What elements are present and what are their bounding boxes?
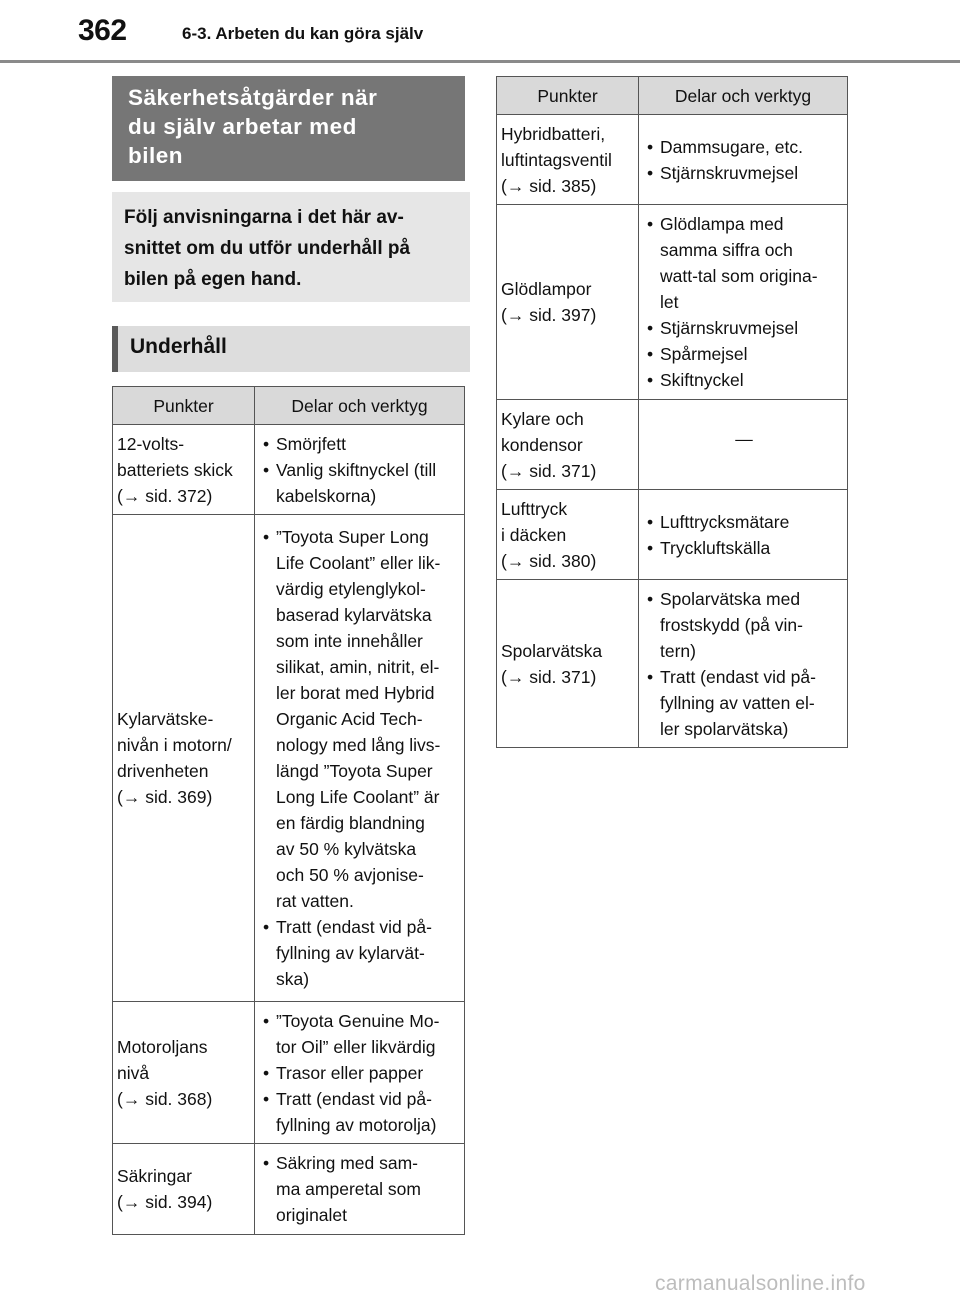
title-line: bilen <box>128 143 184 168</box>
item-cell <box>497 400 639 490</box>
tool-line: baserad kylarvätska <box>276 605 432 625</box>
tool-line: ska) <box>276 969 310 989</box>
tools-cell-empty <box>639 400 848 490</box>
item-line: 12-volts- <box>117 433 185 454</box>
tool-line: av 50 % kylvätska <box>276 839 417 859</box>
item-cell <box>113 1002 255 1144</box>
tool-line: Long Life Coolant” är <box>276 787 440 807</box>
item-line: (→ sid. 394) <box>117 1192 213 1212</box>
tool-item <box>261 457 460 509</box>
tool-line: frostskydd (på vin- <box>660 614 803 635</box>
maintenance-table-right <box>496 76 848 748</box>
item-line: Glödlampor <box>501 279 592 299</box>
item-line: Lufttryck <box>501 498 568 519</box>
tool-line: • ”Toyota Genuine Mo- <box>276 1010 440 1031</box>
tool-line: samma siffra och <box>660 240 793 260</box>
item-cell <box>497 580 639 748</box>
tool-item <box>261 524 460 914</box>
tool-line: en färdig blandning <box>276 813 425 833</box>
tool-line: tor Oil” eller likvärdig <box>276 1036 436 1057</box>
section-title: 6-3. Arbeten du kan göra själv <box>182 24 424 43</box>
table-row <box>497 580 848 748</box>
tool-item <box>261 1150 460 1228</box>
tool-line: ler borat med Hybrid <box>276 683 435 703</box>
tool-line: originalet <box>276 1205 348 1225</box>
tools-cell <box>255 1002 465 1144</box>
column-header-tools: Delar och verktyg <box>639 77 848 115</box>
tool-item <box>645 341 843 367</box>
tools-cell <box>255 425 465 515</box>
item-line: (→ sid. 371) <box>501 460 597 481</box>
tool-line: • Spårmejsel <box>660 344 748 364</box>
tool-item <box>645 367 843 393</box>
item-line: Säkringar <box>117 1166 192 1186</box>
item-line: (→ sid. 368) <box>117 1088 213 1109</box>
table-row <box>113 1144 465 1235</box>
table-row <box>497 400 848 490</box>
column-header-items: Punkter <box>113 387 255 425</box>
tool-line: Life Coolant” eller lik- <box>276 553 441 573</box>
tool-line: silikat, amin, nitrit, el- <box>276 657 440 677</box>
tool-line: ler spolarvätska) <box>660 718 789 739</box>
intro-line: snittet om du utför underhåll på <box>124 238 411 259</box>
item-cell <box>497 490 639 580</box>
tools-cell <box>639 490 848 580</box>
tool-line: och 50 % avjonise- <box>276 865 424 885</box>
table-row <box>113 515 465 1002</box>
item-line: (→ sid. 380) <box>501 550 597 571</box>
tool-line: let <box>660 292 679 312</box>
tool-line: • Trasor eller papper <box>276 1062 424 1083</box>
tool-item <box>645 535 843 561</box>
item-cell <box>113 1144 255 1235</box>
tool-line: • Tratt (endast vid på- <box>660 666 816 687</box>
tool-line: som inte innehåller <box>276 631 423 651</box>
item-line: kondensor <box>501 434 583 455</box>
item-line: nivå <box>117 1062 150 1083</box>
tool-item <box>645 315 843 341</box>
item-line: drivenheten <box>117 761 209 781</box>
tool-line: tern) <box>660 640 696 661</box>
tool-item <box>261 1060 460 1086</box>
table-header-row <box>113 387 465 425</box>
intro-line: bilen på egen hand. <box>124 269 302 290</box>
tool-line: värdig etylenglykol- <box>276 579 426 599</box>
tool-line: • Lufttrycksmätare <box>660 511 790 532</box>
tools-cell <box>639 205 848 400</box>
column-header-tools: Delar och verktyg <box>255 387 465 425</box>
tool-item <box>261 1008 460 1060</box>
tool-line: • Spolarvätska med <box>660 588 801 609</box>
no-tools-dash: — <box>735 429 753 449</box>
item-line: (→ sid. 397) <box>501 305 597 325</box>
tool-item <box>645 211 843 315</box>
item-line: Hybridbatteri, <box>501 123 606 144</box>
tool-line: • Tratt (endast vid på- <box>276 1088 432 1109</box>
item-line: i däcken <box>501 524 567 545</box>
tool-item <box>645 160 843 186</box>
table-row <box>113 425 465 515</box>
tool-line: • Tratt (endast vid på- <box>276 917 432 937</box>
item-line: batteriets skick <box>117 459 233 480</box>
tools-cell <box>639 115 848 205</box>
item-line: (→ sid. 371) <box>501 666 597 687</box>
tool-line: nology med lång livs- <box>276 735 441 755</box>
item-line: luftintagsventil <box>501 149 612 170</box>
title-line: du själv arbetar med <box>128 114 357 139</box>
item-cell <box>497 205 639 400</box>
tool-line: • Säkring med sam- <box>276 1153 418 1173</box>
tool-line: • Skiftnyckel <box>660 370 744 390</box>
tool-line: watt-tal som origina- <box>660 266 818 286</box>
sub-heading: Underhåll <box>112 326 470 372</box>
tool-item <box>645 134 843 160</box>
tool-line: • Glödlampa med <box>660 214 784 234</box>
tool-line: fyllning av vatten el- <box>660 692 815 713</box>
table-header-row <box>497 77 848 115</box>
table-row <box>113 1002 465 1144</box>
item-line: Kylarvätske- <box>117 709 214 729</box>
tool-line: längd ”Toyota Super <box>276 761 433 781</box>
item-line: Motoroljans <box>117 1036 208 1057</box>
item-line: (→ sid. 369) <box>117 787 213 807</box>
intro-box <box>112 192 470 302</box>
intro-line: Följ anvisningarna i det här av- <box>124 207 404 228</box>
page-number: 362 <box>78 14 127 47</box>
item-cell <box>497 115 639 205</box>
tool-line: • Dammsugare, etc. <box>660 136 803 157</box>
item-cell <box>113 425 255 515</box>
tool-line: • Vanlig skiftnyckel (till <box>276 459 437 480</box>
maintenance-table-left <box>112 386 465 1235</box>
item-line: Spolarvätska <box>501 640 603 661</box>
item-line: nivån i motorn/ <box>117 735 232 755</box>
column-header-items: Punkter <box>497 77 639 115</box>
tool-item <box>261 431 460 457</box>
tool-line: ma amperetal som <box>276 1179 421 1199</box>
tools-cell <box>255 515 465 1002</box>
tools-cell <box>255 1144 465 1235</box>
tool-item <box>645 509 843 535</box>
tool-line: • Stjärnskruvmejsel <box>660 162 799 183</box>
title-line: Säkerhetsåtgärder när <box>128 85 378 110</box>
tool-line: fyllning av kylarvät- <box>276 943 425 963</box>
table-row <box>497 115 848 205</box>
item-line: (→ sid. 385) <box>501 175 597 196</box>
item-line: (→ sid. 372) <box>117 485 213 506</box>
header-rule <box>0 60 960 63</box>
tool-line: • Tryckluftskälla <box>660 537 771 558</box>
tool-line: • Smörjfett <box>276 433 347 454</box>
tool-line: rat vatten. <box>276 891 354 911</box>
watermark: carmanualsonline.info <box>655 1272 866 1295</box>
item-line: Kylare och <box>501 408 584 429</box>
tool-item <box>645 586 843 664</box>
title-box <box>112 76 465 181</box>
tool-line: • Stjärnskruvmejsel <box>660 318 799 338</box>
tool-line: • ”Toyota Super Long <box>276 527 429 547</box>
table-row <box>497 490 848 580</box>
tool-item <box>261 1086 460 1138</box>
tool-line: Organic Acid Tech- <box>276 709 423 729</box>
tool-line: kabelskorna) <box>276 485 377 506</box>
tools-cell <box>639 580 848 748</box>
table-row <box>497 205 848 400</box>
item-cell <box>113 515 255 1002</box>
tool-item <box>261 914 460 992</box>
tool-line: fyllning av motorolja) <box>276 1114 437 1135</box>
tool-item <box>645 664 843 742</box>
